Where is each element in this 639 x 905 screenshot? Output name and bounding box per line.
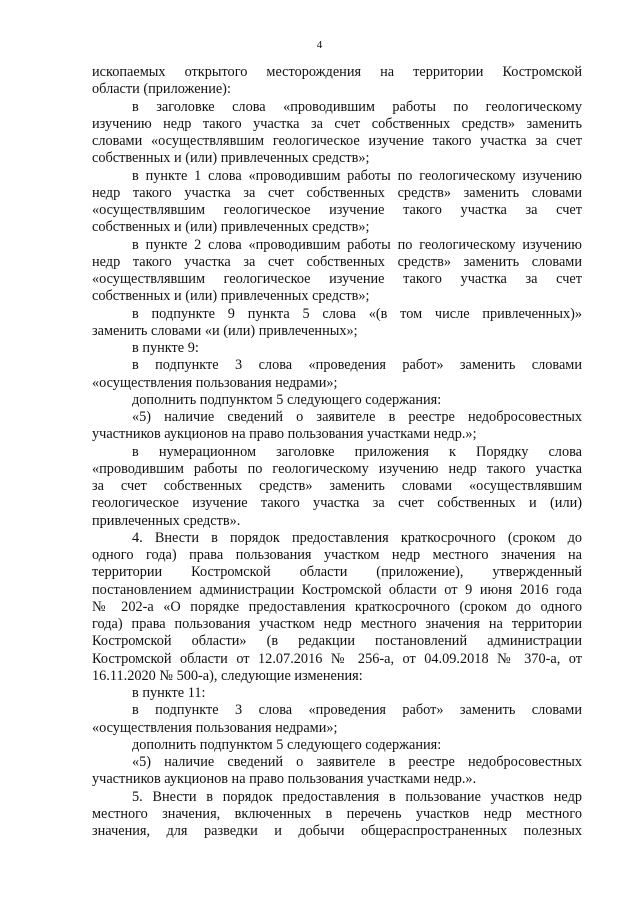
text-line: 4. Внести в порядок предоставления краткосрочного (сроком до: [132, 529, 582, 546]
text-line: собственных и (или) привлеченных средств»;: [92, 219, 370, 236]
text-line: «5) наличие сведений о заявителе в реестре недобросовестных: [132, 409, 582, 425]
text-line: 16.11.2020 № 500-а), следующие изменения:: [92, 667, 363, 684]
text-line: «осуществлявшим геологическое изучение такого участка за счет: [92, 202, 582, 218]
text-line: собственных и (или) привлеченных средств»;: [92, 288, 370, 305]
text-line: привлеченных средств».: [92, 512, 241, 529]
text-line: территории Костромской области (приложение), утвержденный: [92, 564, 582, 581]
text-line: Костромской области» (в редакции постановлений администрации: [92, 633, 582, 650]
text-line: в пункте 9:: [132, 340, 199, 356]
text-line: недр такого участка за счет собственных средств» заменить словами: [92, 184, 582, 201]
text-line: «осуществления пользования недрами»;: [92, 374, 338, 391]
text-line: «проводившим работы по геологическому изучению недр такого участка: [92, 460, 582, 477]
text-line: 5. Внести в порядок предоставления в пользование участков недр: [132, 788, 582, 805]
text-line: Костромской области от 12.07.2016 № 256-а, от 04.09.2018 № 370-а, от: [92, 650, 582, 667]
text-line: собственных и (или) привлеченных средств»;: [92, 150, 370, 167]
text-line: в подпункте 3 слова «проведения работ» заменить словами: [132, 702, 582, 719]
page-number: 4: [316, 39, 323, 51]
text-line: в пункте 2 слова «проводившим работы по геологическому изучению: [132, 236, 582, 253]
text-line: в подпункте 9 пункта 5 слова «(в том числе привлеченных)»: [132, 305, 582, 322]
text-line: заменить словами «и (или) привлеченных»;: [92, 322, 358, 339]
text-line: области (приложение):: [92, 81, 231, 98]
text-line: недр такого участка за счет собственных средств» заменить словами: [92, 253, 582, 270]
text-line: «осуществления пользования недрами»;: [92, 719, 338, 736]
text-line: значения, для разведки и добычи общераспространенных полезных: [92, 823, 582, 839]
text-line: участников аукционов на право пользования участками недр.»;: [92, 426, 477, 443]
text-line: участников аукционов на право пользования участками недр.».: [92, 771, 477, 788]
text-line: словами «осуществлявшим геологическое изучение такого участка за счет: [92, 133, 582, 149]
text-line: «5) наличие сведений о заявителе в реестре недобросовестных: [132, 754, 582, 770]
text-line: местного значения, включенных в перечень участков недр местного: [92, 805, 582, 822]
text-line: в заголовке слова «проводившим работы по геологическому: [132, 98, 582, 115]
text-line: в пункте 11:: [132, 685, 206, 701]
text-line: дополнить подпунктом 5 следующего содержания:: [132, 391, 442, 408]
text-line: в подпункте 3 слова «проведения работ» заменить словами: [132, 357, 582, 374]
text-line: № 202-а «О порядке предоставления краткосрочного (сроком до одного: [92, 598, 582, 615]
text-line: изучению недр такого участка за счет собственных средств» заменить: [92, 115, 582, 132]
text-line: «осуществлявшим геологическое изучение такого участка за счет: [92, 271, 582, 287]
text-line: за счет собственных средств» заменить словами «осуществлявшим: [92, 478, 582, 494]
text-line: в нумерационном заголовке приложения к Порядку слова: [132, 443, 582, 460]
document-body: [92, 64, 582, 840]
text-line: геологическое изучение такого участка за счет собственных и (или): [92, 495, 582, 512]
text-line: постановлением администрации Костромской области от 9 июня 2016 года: [92, 581, 582, 598]
text-line: ископаемых открытого месторождения на территории Костромской: [92, 64, 582, 80]
text-line: в пункте 1 слова «проводившим работы по геологическому изучению: [132, 167, 582, 184]
text-line: одного года) права пользования участком недр местного значения на: [92, 547, 582, 563]
text-line: года) права пользования участком недр местного значения на территории: [92, 616, 582, 632]
text-line: дополнить подпунктом 5 следующего содержания:: [132, 736, 442, 753]
